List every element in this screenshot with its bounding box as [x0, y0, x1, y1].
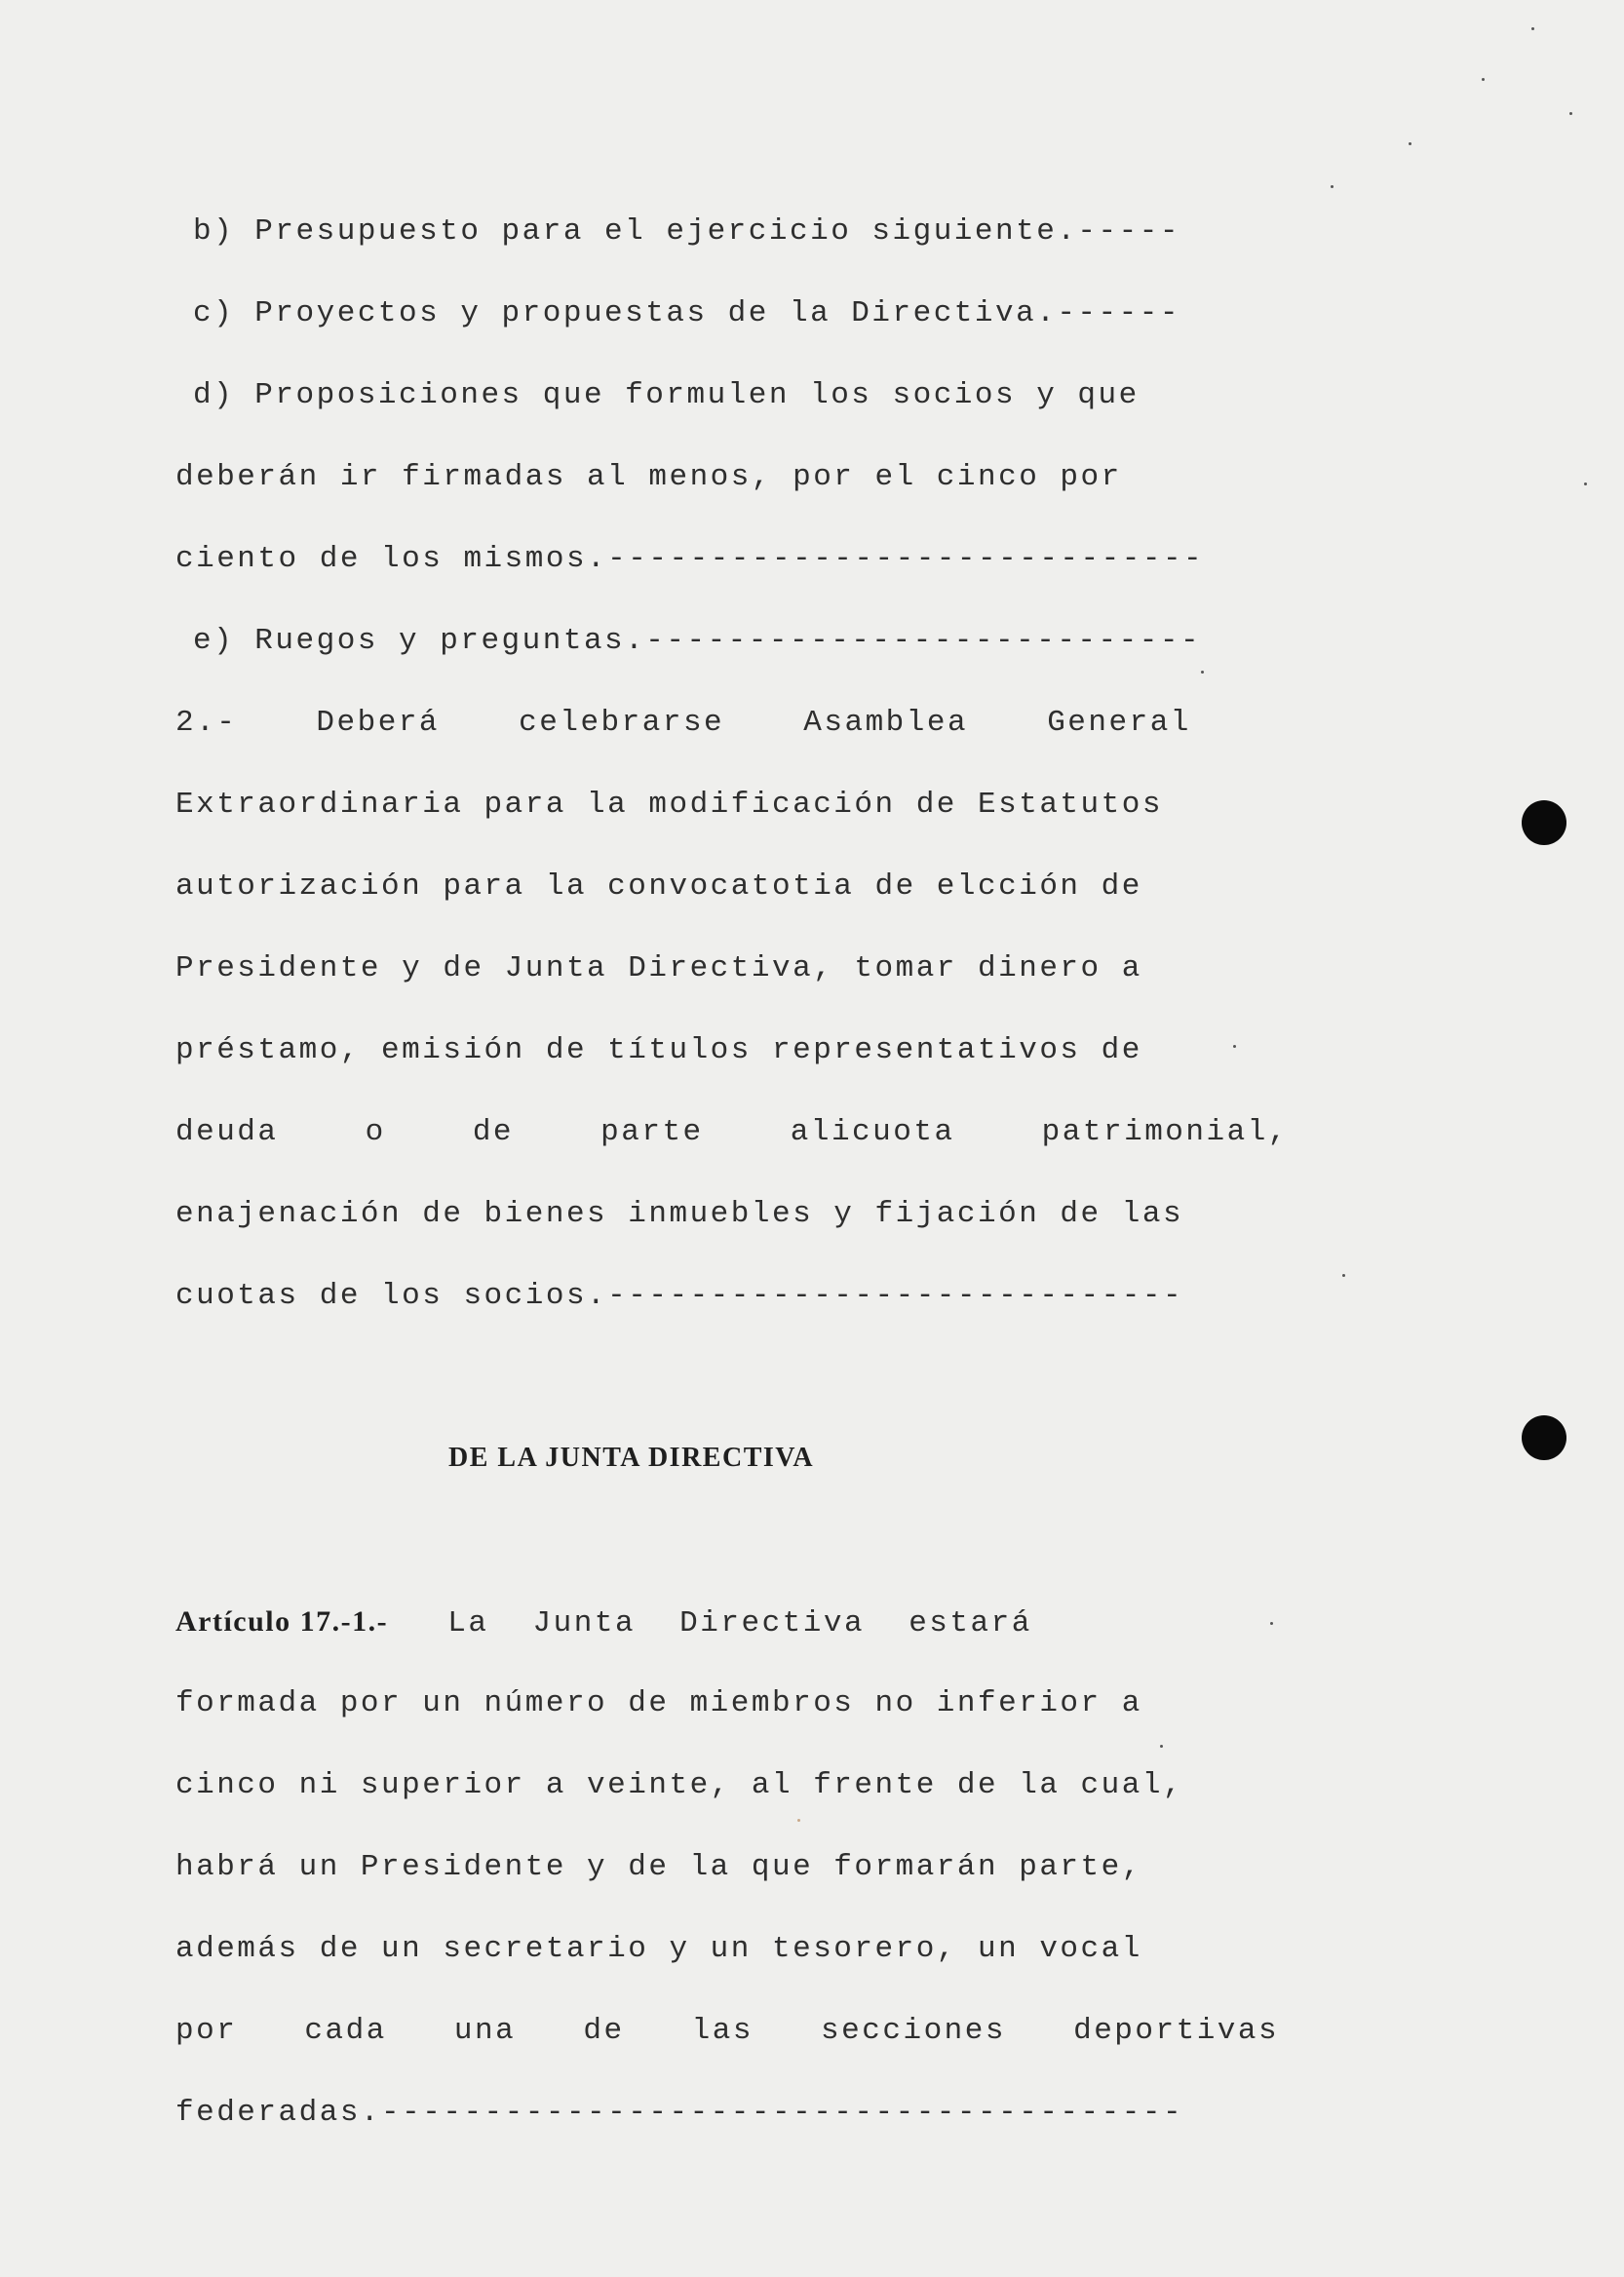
text-line: La Junta Directiva estará [447, 1606, 1032, 1640]
text-line: habrá un Presidente y de la que formarán parte, [175, 1850, 1142, 1884]
paper-speck [1233, 1045, 1236, 1048]
paper-speck [1584, 482, 1587, 485]
text-line: ciento de los mismos.----------------------------- [175, 542, 1205, 576]
paper-speck [1482, 78, 1485, 81]
text-line: cuotas de los socios.---------------------------- [175, 1279, 1184, 1313]
text-line-item-b: b) Presupuesto para el ejercicio siguiente.----- [193, 214, 1180, 249]
text-line: deberán ir firmadas al menos, por el cinco por [175, 460, 1122, 494]
text-line: por cada una de las secciones deportivas [175, 2014, 1280, 2048]
text-line: Presidente y de Junta Directiva, tomar dinero a [175, 951, 1142, 985]
text-line: autorización para la convocatotia de elcción de [175, 869, 1142, 904]
punch-hole [1522, 800, 1566, 845]
text-line: federadas.--------------------------------------- [175, 2096, 1184, 2130]
text-line: deuda o de parte alicuota patrimonial, [175, 1115, 1289, 1149]
text-line: además de un secretario y un tesorero, un vocal [175, 1932, 1142, 1966]
text-line-item-d: d) Proposiciones que formulen los socios y que [193, 378, 1140, 412]
paper-speck [1342, 1274, 1345, 1277]
text-line: enajenación de bienes inmuebles y fijación de las [175, 1197, 1184, 1231]
text-line: formada por un número de miembros no inferior a [175, 1686, 1142, 1720]
text-line: cinco ni superior a veinte, al frente de la cual, [175, 1768, 1184, 1802]
article-17-first-line [175, 1602, 1129, 1643]
paper-speck [1569, 112, 1572, 115]
paper-speck [1160, 1745, 1163, 1748]
text-line-item-e: e) Ruegos y preguntas.--------------------------- [193, 624, 1202, 658]
article-label: Artículo 17.-1.- [175, 1605, 389, 1638]
text-line-item-c: c) Proyectos y propuestas de la Directiva.------ [193, 296, 1180, 330]
paper-speck [1409, 142, 1411, 145]
punch-hole [1522, 1415, 1566, 1460]
text-line: préstamo, emisión de títulos representativos de [175, 1033, 1142, 1067]
text-line: Extraordinaria para la modificación de Estatutos [175, 788, 1163, 822]
paper-speck [1531, 27, 1534, 30]
paper-speck [1331, 185, 1334, 188]
paper-speck [1201, 671, 1204, 674]
paper-speck [797, 1819, 800, 1822]
paper-speck [1270, 1622, 1273, 1625]
text-line-point-2: 2.- Deberá celebrarse Asamblea General [175, 706, 1191, 740]
section-heading: DE LA JUNTA DIRECTIVA [448, 1443, 815, 1473]
